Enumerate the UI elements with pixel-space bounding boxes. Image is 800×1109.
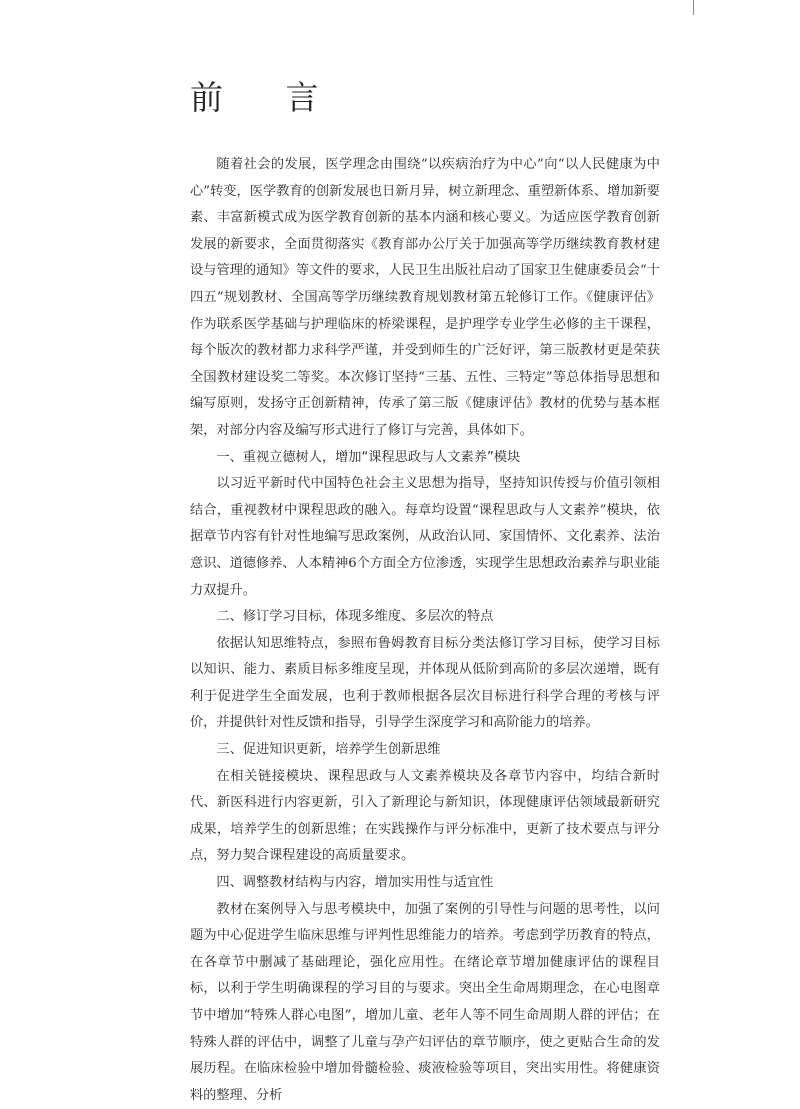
page-title: 前 言: [190, 78, 345, 118]
section-paragraph-1: 以习近平新时代中国特色社会主义思想为指导，坚持知识传授与价值引领相结合，重视教材中课程思政的融入。每章均设置“课程思政与人文素养”模块，依据章节内容有针对性地编写思政案例，从政治认同、家国情怀、文化素养、法治意识、道德修养、人本精神6个方面全方位渗透，实现学生思想政治素养与职业能力双提升。: [190, 476, 660, 598]
preface-body: [190, 152, 660, 1109]
page-edge-rule: [693, 0, 694, 15]
section-paragraph-2: 依据认知思维特点，参照布鲁姆教育目标分类法修订学习目标，使学习目标以知识、能力、素质目标多维度呈现，并体现从低阶到高阶的多层次递增，既有利于促进学生全面发展，也利于教师根据各层次目标进行科学合理的考核与评价，并提供针对性反馈和指导，引导学生深度学习和高阶能力的培养。: [190, 635, 660, 731]
section-heading-1: 一、重视立德树人，增加“课程思政与人文素养”模块: [216, 449, 521, 465]
intro-paragraph: 随着社会的发展，医学理念由围绕“以疾病治疗为中心”向“以人民健康为中心”转变，医学教育的创新发展也日新月异，树立新理念、重塑新体系、增加新要素、丰富新模式成为医学教育创新的基本内涵和核心要义。为适应医学教育创新发展的新要求，全面贯彻落实《教育部办公厅关于加强高等学历继续教育教材建设与管理的通知》等文件的要求，人民卫生出版社启动了国家卫生健康委员会“十四五”规划教材、全国高等学历继续教育规划教材第五轮修订工作。《健康评估》作为联系医学基础与护理临床的桥梁课程，是护理学专业学生必修的主干课程，每个版次的教材都力求科学严谨，并受到师生的广泛好评，第三版教材更是荣获全国教材建设奖二等奖。本次修订坚持“三基、五性、三特定”等总体指导思想和编写原则，发扬守正创新精神，传承了第三版《健康评估》教材的优势与基本框架，对部分内容及编写形式进行了修订与完善，具体如下。: [190, 157, 660, 438]
section-heading-3: 三、促进知识更新，培养学生创新思维: [216, 742, 441, 758]
section-paragraph-4: 教材在案例导入与思考模块中，加强了案例的引导性与问题的思考性，以问题为中心促进学生临床思维与评判性思维能力的培养。考虑到学历教育的特点，在各章节中删减了基础理论，强化应用性。在绪论章节增加健康评估的课程目标，以利于学生明确课程的学习目的与要求。突出全生命周期理念，在心电图章节中增加“特殊人群心电图”，增加儿童、老年人等不同生命周期人群的评估；在特殊人群的评估中，调整了儿童与孕产妇评估的章节顺序，使之更贴合生命的发展历程。在临床检验中增加骨髓检验、痰液检验等项目，突出实用性。将健康资料的整理、分析: [190, 901, 660, 1103]
section-heading-4: 四、调整教材结构与内容，增加实用性与适宜性: [216, 875, 494, 891]
section-heading-2: 二、修订学习目标，体现多维度、多层次的特点: [216, 609, 494, 625]
section-paragraph-3: 在相关链接模块、课程思政与人文素养模块及各章节内容中，均结合新时代、新医科进行内容更新，引入了新理论与新知识，体现健康评估领域最新研究成果，培养学生的创新思维；在实践操作与评分标准中，更新了技术要点与评分点，努力契合课程建设的高质量要求。: [190, 768, 660, 864]
